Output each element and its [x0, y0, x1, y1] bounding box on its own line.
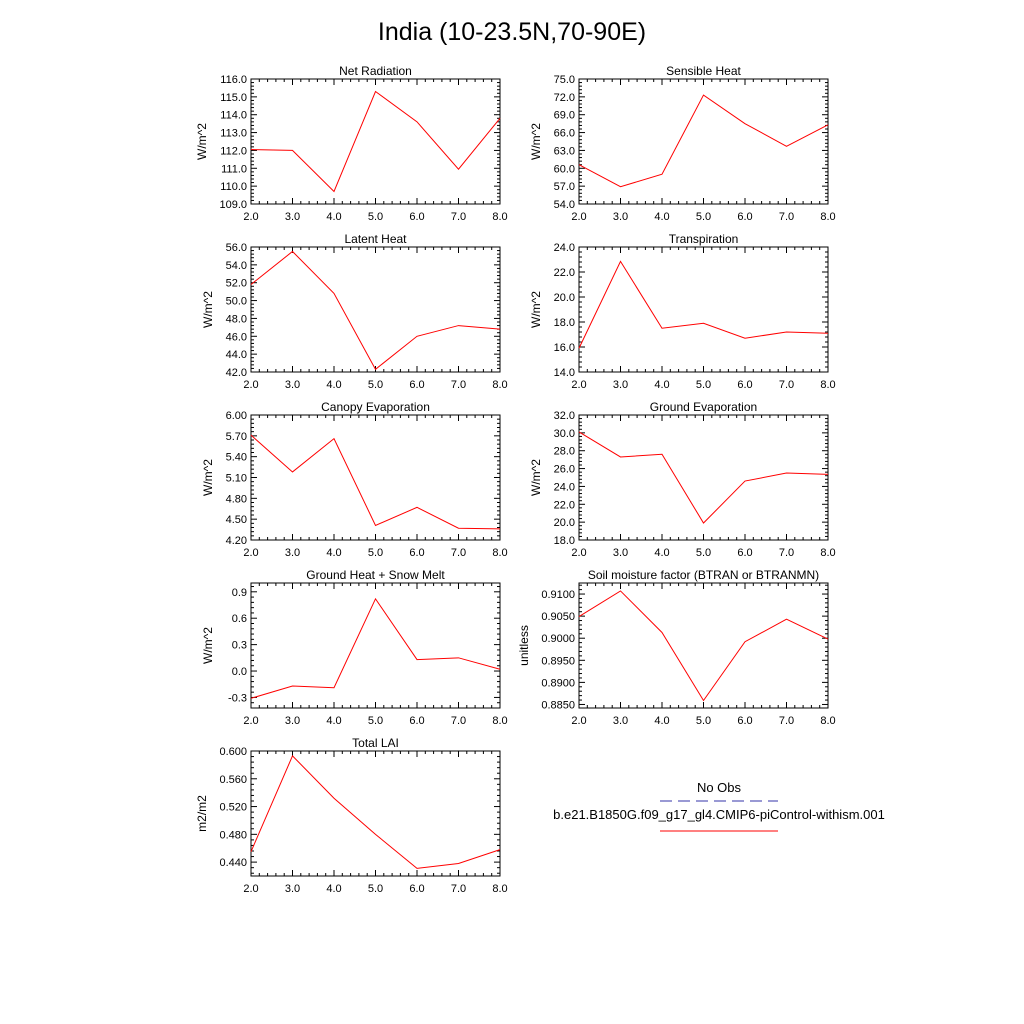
data-point	[292, 250, 294, 252]
y-tick-label: 116.0	[220, 74, 247, 86]
x-tick-label: 3.0	[284, 547, 301, 559]
x-tick-label: 7.0	[778, 547, 795, 559]
data-point	[416, 867, 418, 869]
panel-title: Sensible Heat	[666, 64, 741, 78]
x-tick-label: 5.0	[695, 547, 712, 559]
data-point	[416, 121, 418, 123]
series-line	[579, 591, 828, 701]
x-tick-label: 3.0	[612, 211, 629, 223]
panel-1	[529, 64, 835, 223]
x-tick-label: 6.0	[737, 547, 753, 559]
y-tick-label: 4.20	[225, 535, 247, 547]
data-point	[292, 471, 294, 473]
x-tick-label: 6.0	[737, 715, 753, 727]
data-point	[744, 337, 746, 339]
data-point	[827, 638, 829, 640]
y-tick-label: 26.0	[553, 463, 575, 476]
data-point	[786, 331, 788, 333]
data-point	[375, 598, 377, 600]
y-axis-label: m2/m2	[195, 795, 209, 832]
panel-title: Ground Evaporation	[649, 400, 758, 414]
series-line	[251, 251, 500, 369]
data-point	[578, 431, 580, 433]
plot-frame	[251, 247, 500, 372]
panel-title: Latent Heat	[344, 232, 407, 246]
y-tick-label: 0.520	[219, 801, 247, 814]
data-point	[620, 456, 622, 458]
data-point	[827, 473, 829, 475]
x-tick-label: 3.0	[612, 547, 629, 559]
data-point	[416, 659, 418, 661]
panel-title: Total LAI	[352, 736, 399, 750]
y-tick-label: 0.560	[219, 773, 247, 786]
data-point	[458, 527, 460, 529]
y-tick-label: 0.9050	[541, 611, 575, 624]
x-tick-label: 8.0	[492, 547, 508, 559]
y-tick-label: 54.0	[553, 199, 575, 211]
series-line	[251, 599, 500, 698]
x-tick-label: 2.0	[243, 883, 259, 895]
y-axis-label: W/m^2	[201, 291, 216, 328]
y-tick-label: 57.0	[553, 181, 575, 194]
y-tick-label: 0.6	[231, 613, 247, 626]
data-point	[250, 284, 252, 286]
data-point	[620, 260, 622, 262]
y-tick-label: 4.80	[225, 493, 247, 506]
y-tick-label: 75.0	[553, 74, 575, 86]
y-tick-label: 113.0	[220, 127, 247, 140]
y-tick-label: 110.0	[220, 181, 247, 194]
data-point	[827, 332, 829, 334]
y-tick-label: 0.3	[231, 639, 247, 652]
data-point	[333, 438, 335, 440]
plot-frame	[579, 415, 828, 540]
x-tick-label: 4.0	[654, 547, 670, 559]
x-tick-label: 8.0	[492, 883, 508, 895]
data-point	[292, 149, 294, 151]
plot-frame	[251, 415, 500, 540]
data-point	[786, 472, 788, 474]
x-tick-label: 2.0	[243, 211, 259, 223]
y-tick-label: 20.0	[553, 517, 575, 530]
data-point	[458, 325, 460, 327]
data-point	[786, 618, 788, 620]
data-point	[703, 699, 705, 701]
y-tick-label: 0.9	[231, 586, 247, 599]
x-tick-label: 8.0	[820, 547, 836, 559]
y-tick-label: 24.0	[553, 481, 575, 494]
data-point	[661, 327, 663, 329]
y-tick-label: 115.0	[220, 91, 247, 104]
y-tick-label: 16.0	[553, 342, 575, 354]
figure-title: India (10-23.5N,70-90E)	[377, 18, 647, 46]
plot-frame	[251, 79, 500, 204]
data-point	[703, 94, 705, 96]
data-point	[499, 328, 501, 330]
y-tick-label: 0.8950	[541, 655, 575, 668]
y-tick-label: 0.9100	[541, 589, 575, 602]
panel-4	[201, 400, 507, 559]
data-point	[620, 186, 622, 188]
data-point	[499, 528, 501, 530]
y-tick-label: 22.0	[553, 499, 575, 512]
data-point	[250, 697, 252, 699]
y-axis-label: W/m^2	[195, 123, 209, 160]
y-tick-label: 20.0	[553, 292, 575, 304]
x-tick-label: 6.0	[409, 211, 425, 223]
panel-title: Ground Heat + Snow Melt	[306, 568, 445, 582]
x-tick-label: 8.0	[820, 379, 836, 391]
x-tick-label: 4.0	[326, 883, 342, 895]
data-point	[416, 506, 418, 508]
x-tick-label: 4.0	[654, 211, 670, 223]
x-tick-label: 3.0	[612, 379, 629, 391]
series-line	[579, 432, 828, 523]
plot-frame	[251, 583, 500, 708]
panels	[195, 64, 836, 895]
x-tick-label: 4.0	[654, 379, 670, 391]
data-point	[786, 145, 788, 147]
data-point	[333, 797, 335, 799]
y-tick-label: 66.0	[553, 127, 575, 140]
y-tick-label: 5.70	[225, 430, 247, 443]
legend	[553, 780, 885, 831]
y-tick-label: 109.0	[219, 199, 247, 211]
y-axis-label: W/m^2	[529, 459, 544, 496]
y-tick-label: 24.0	[553, 242, 575, 254]
series-line	[251, 435, 500, 529]
x-tick-label: 7.0	[450, 715, 467, 727]
x-tick-label: 6.0	[737, 211, 753, 223]
y-tick-label: 112.0	[220, 145, 247, 158]
x-tick-label: 2.0	[571, 715, 587, 727]
data-point	[333, 292, 335, 294]
data-point	[333, 687, 335, 689]
panel-title: Soil moisture factor (BTRAN or BTRANMN)	[587, 568, 820, 582]
x-tick-label: 5.0	[695, 379, 712, 391]
series-line	[251, 92, 500, 192]
legend-model-label: b.e21.B1850G.f09_g17_gl4.CMIP6-piControl-withism.001	[553, 807, 885, 822]
x-tick-label: 5.0	[367, 211, 384, 223]
x-tick-label: 6.0	[409, 715, 425, 727]
data-point	[744, 123, 746, 125]
y-tick-label: 48.0	[225, 313, 247, 326]
x-tick-label: 4.0	[326, 547, 342, 559]
x-tick-label: 8.0	[492, 715, 508, 727]
x-tick-label: 7.0	[450, 379, 467, 391]
x-tick-label: 3.0	[284, 883, 301, 895]
y-tick-label: -0.3	[228, 692, 247, 705]
x-tick-label: 5.0	[367, 547, 384, 559]
y-tick-label: 69.0	[553, 109, 575, 122]
data-point	[458, 657, 460, 659]
x-tick-label: 2.0	[571, 379, 587, 391]
y-tick-label: 0.440	[219, 857, 247, 870]
data-point	[744, 641, 746, 643]
series-line	[579, 95, 828, 187]
y-tick-label: 44.0	[225, 349, 247, 362]
y-tick-label: 28.0	[553, 445, 575, 458]
data-point	[375, 368, 377, 370]
data-point	[499, 668, 501, 670]
x-tick-label: 2.0	[243, 379, 259, 391]
panel-title: Canopy Evaporation	[321, 400, 430, 414]
y-tick-label: 0.8900	[541, 677, 575, 690]
y-tick-label: 18.0	[553, 317, 575, 329]
y-tick-label: 32.0	[553, 410, 575, 422]
data-point	[458, 168, 460, 170]
x-tick-label: 7.0	[450, 547, 467, 559]
x-tick-label: 5.0	[695, 211, 712, 223]
y-axis-label: W/m^2	[201, 459, 216, 496]
legend-obs-label: No Obs	[696, 780, 742, 795]
y-tick-label: 56.0	[225, 242, 247, 254]
x-tick-label: 8.0	[820, 715, 836, 727]
x-tick-label: 7.0	[450, 883, 467, 895]
y-axis-label: W/m^2	[529, 123, 544, 160]
y-tick-label: 0.9000	[541, 633, 575, 646]
y-tick-label: 0.480	[219, 829, 247, 842]
data-point	[578, 347, 580, 349]
plot-frame	[579, 583, 828, 708]
y-tick-label: 111.0	[221, 163, 247, 176]
panel-title: Transpiration	[668, 232, 739, 246]
x-tick-label: 7.0	[778, 211, 795, 223]
y-tick-label: 4.50	[225, 514, 247, 527]
x-tick-label: 7.0	[450, 211, 467, 223]
x-tick-label: 5.0	[367, 883, 384, 895]
y-tick-label: 18.0	[553, 535, 575, 547]
y-tick-label: 0.600	[219, 746, 247, 758]
y-axis-label: W/m^2	[529, 291, 544, 328]
y-tick-label: 22.0	[553, 267, 575, 279]
panel-7	[517, 568, 836, 727]
panel-8	[195, 736, 508, 895]
panel-3	[529, 232, 835, 391]
x-tick-label: 2.0	[243, 547, 259, 559]
y-tick-label: 50.0	[225, 295, 247, 308]
x-tick-label: 3.0	[612, 715, 629, 727]
plot-frame	[579, 247, 828, 372]
y-axis-label: unitless	[516, 625, 531, 666]
y-tick-label: 42.0	[225, 367, 247, 379]
data-point	[292, 755, 294, 757]
data-point	[744, 480, 746, 482]
y-tick-label: 60.0	[553, 163, 575, 176]
data-point	[620, 590, 622, 592]
x-tick-label: 2.0	[571, 211, 587, 223]
x-tick-label: 5.0	[695, 715, 712, 727]
x-tick-label: 6.0	[409, 379, 425, 391]
x-tick-label: 2.0	[571, 547, 587, 559]
y-tick-label: 14.0	[553, 367, 575, 379]
y-tick-label: 5.40	[225, 451, 247, 464]
x-tick-label: 7.0	[778, 715, 795, 727]
data-point	[250, 434, 252, 436]
x-tick-label: 5.0	[367, 379, 384, 391]
x-tick-label: 8.0	[492, 379, 508, 391]
x-tick-label: 6.0	[737, 379, 753, 391]
y-tick-label: 52.0	[225, 277, 247, 290]
data-point	[458, 863, 460, 865]
data-point	[292, 685, 294, 687]
x-tick-label: 6.0	[409, 883, 425, 895]
data-point	[250, 149, 252, 151]
y-axis-label: W/m^2	[201, 627, 216, 664]
data-point	[499, 117, 501, 119]
data-point	[499, 849, 501, 851]
y-tick-label: 63.0	[553, 145, 575, 158]
x-tick-label: 4.0	[654, 715, 670, 727]
y-tick-label: 0.8850	[541, 699, 575, 712]
series-line	[579, 261, 828, 348]
data-point	[578, 164, 580, 166]
x-tick-label: 5.0	[367, 715, 384, 727]
series-line	[251, 756, 500, 869]
data-point	[416, 335, 418, 337]
panel-0	[195, 64, 508, 223]
panel-title: Net Radiation	[339, 64, 412, 78]
data-point	[333, 191, 335, 193]
panel-2	[201, 232, 507, 391]
y-tick-label: 5.10	[225, 472, 247, 485]
data-point	[661, 453, 663, 455]
data-point	[661, 631, 663, 633]
x-tick-label: 6.0	[409, 547, 425, 559]
x-tick-label: 8.0	[492, 211, 508, 223]
data-point	[578, 616, 580, 618]
x-tick-label: 4.0	[326, 715, 342, 727]
panel-5	[529, 400, 835, 559]
plot-frame	[579, 79, 828, 204]
panel-6	[201, 568, 507, 727]
data-point	[375, 524, 377, 526]
data-point	[703, 322, 705, 324]
y-tick-label: 72.0	[553, 91, 575, 104]
x-tick-label: 8.0	[820, 211, 836, 223]
y-tick-label: 0.0	[231, 666, 247, 679]
data-point	[375, 833, 377, 835]
data-point	[250, 851, 252, 853]
y-tick-label: 30.0	[553, 427, 575, 440]
y-tick-label: 46.0	[225, 331, 247, 344]
x-tick-label: 3.0	[284, 211, 301, 223]
x-tick-label: 3.0	[284, 715, 301, 727]
x-tick-label: 7.0	[778, 379, 795, 391]
y-tick-label: 54.0	[225, 259, 247, 272]
data-point	[827, 124, 829, 126]
x-tick-label: 4.0	[326, 211, 342, 223]
data-point	[661, 173, 663, 175]
plot-frame	[251, 751, 500, 876]
x-tick-label: 2.0	[243, 715, 259, 727]
data-point	[375, 91, 377, 93]
x-tick-label: 3.0	[284, 379, 301, 391]
x-tick-label: 4.0	[326, 379, 342, 391]
data-point	[703, 522, 705, 524]
y-tick-label: 114.0	[220, 109, 247, 122]
y-tick-label: 6.00	[225, 410, 247, 422]
